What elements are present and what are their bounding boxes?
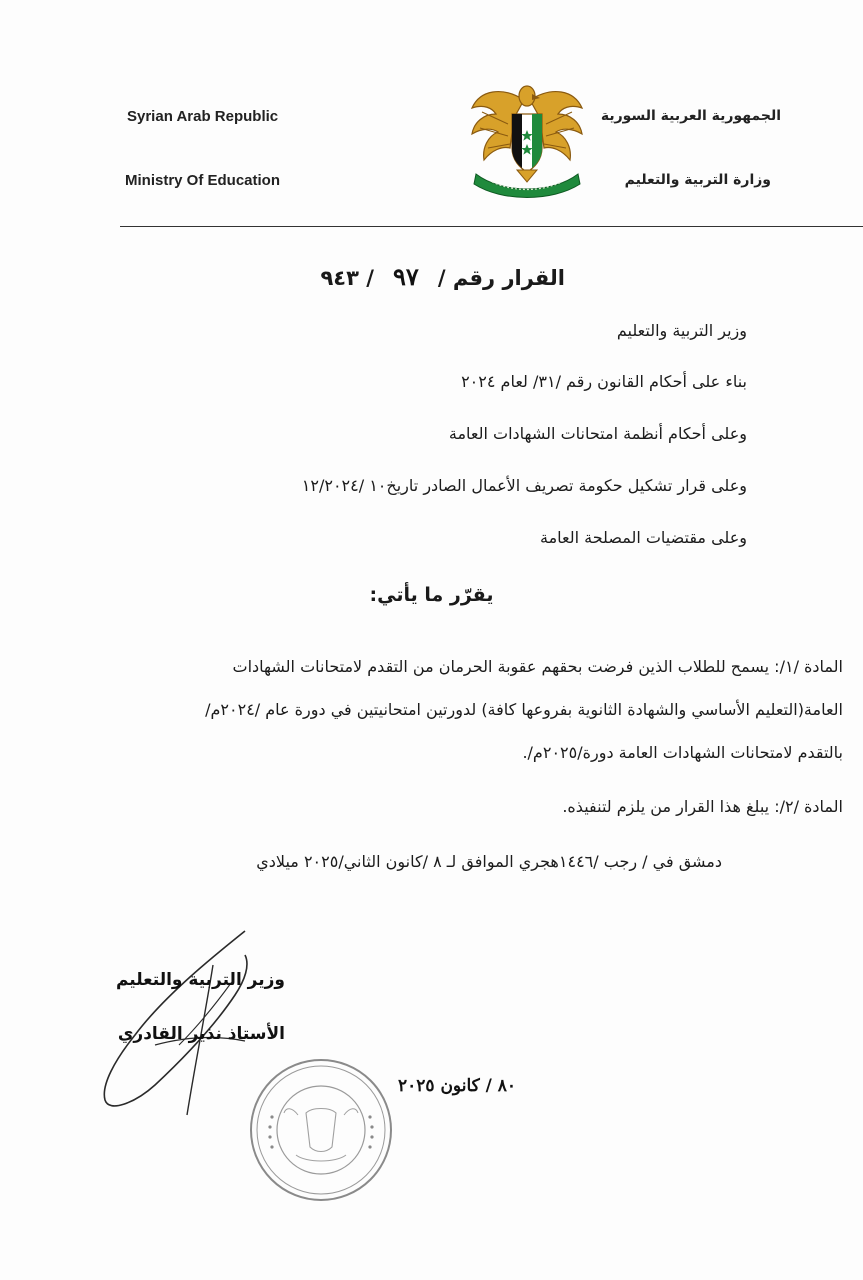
header-ministry-en: Ministry Of Education [125,172,281,189]
header-divider [120,226,863,227]
article-2: المادة /٢/: يبلغ هذا القرار من يلزم لتنفيذه. [562,797,843,816]
header-country-en: Syrian Arab Republic [127,108,279,125]
preamble-line-3: وعلى أحكام أنظمة امتحانات الشهادات العامة [448,424,747,443]
article-1-line-2: العامة(التعليم الأساسي والشهادة الثانوية بفروعها كافة) لدورتين امتحانيتين في دورة عام /٢٠٢٤م/ [205,700,843,719]
header-country-ar: الجمهورية العربية السورية [600,108,781,124]
decision-number-line [320,262,565,291]
decision-handwritten-number: ٩٧ [392,262,419,291]
preamble-line-4: وعلى قرار تشكيل حكومة تصريف الأعمال الصادر تاريخ١٠ /١٢/٢٠٢٤ [301,476,747,495]
decision-label: القرار رقم / [437,266,565,290]
article-1-line-1: المادة /١/: يسمح للطلاب الذين فرضت بحقهم عقوبة الحرمان من التقدم لامتحانات الشهادات [232,657,843,676]
ministry-seal-icon [246,1055,396,1205]
header-ministry-ar: وزارة التربية والتعليم [624,172,771,188]
preamble-line-1: وزير التربية والتعليم [616,321,747,340]
preamble-line-5: وعلى مقتضيات المصلحة العامة [539,528,747,547]
preamble-line-2: بناء على أحكام القانون رقم /٣١/ لعام ٢٠٢٤ [461,372,747,391]
date-stamp: ٨٠ / كانون ٢٠٢٥ [398,1076,517,1096]
decision-year-part: / ٩٤٣ [320,266,374,290]
date-line: دمشق في / رجب /١٤٤٦هجري الموافق لـ ٨ /كانون الثاني/٢٠٢٥ ميلادي [256,852,722,871]
decides-heading: يقرّر ما يأتي: [369,584,494,606]
article-1-line-3: بالتقدم لامتحانات الشهادات العامة دورة/٢٠٢٥م/. [522,743,843,762]
signature-name: الأستاذ نذير القادري [117,1024,285,1044]
syrian-eagle-emblem-icon [462,78,592,198]
signature-title: وزير التربية والتعليم [115,970,285,990]
